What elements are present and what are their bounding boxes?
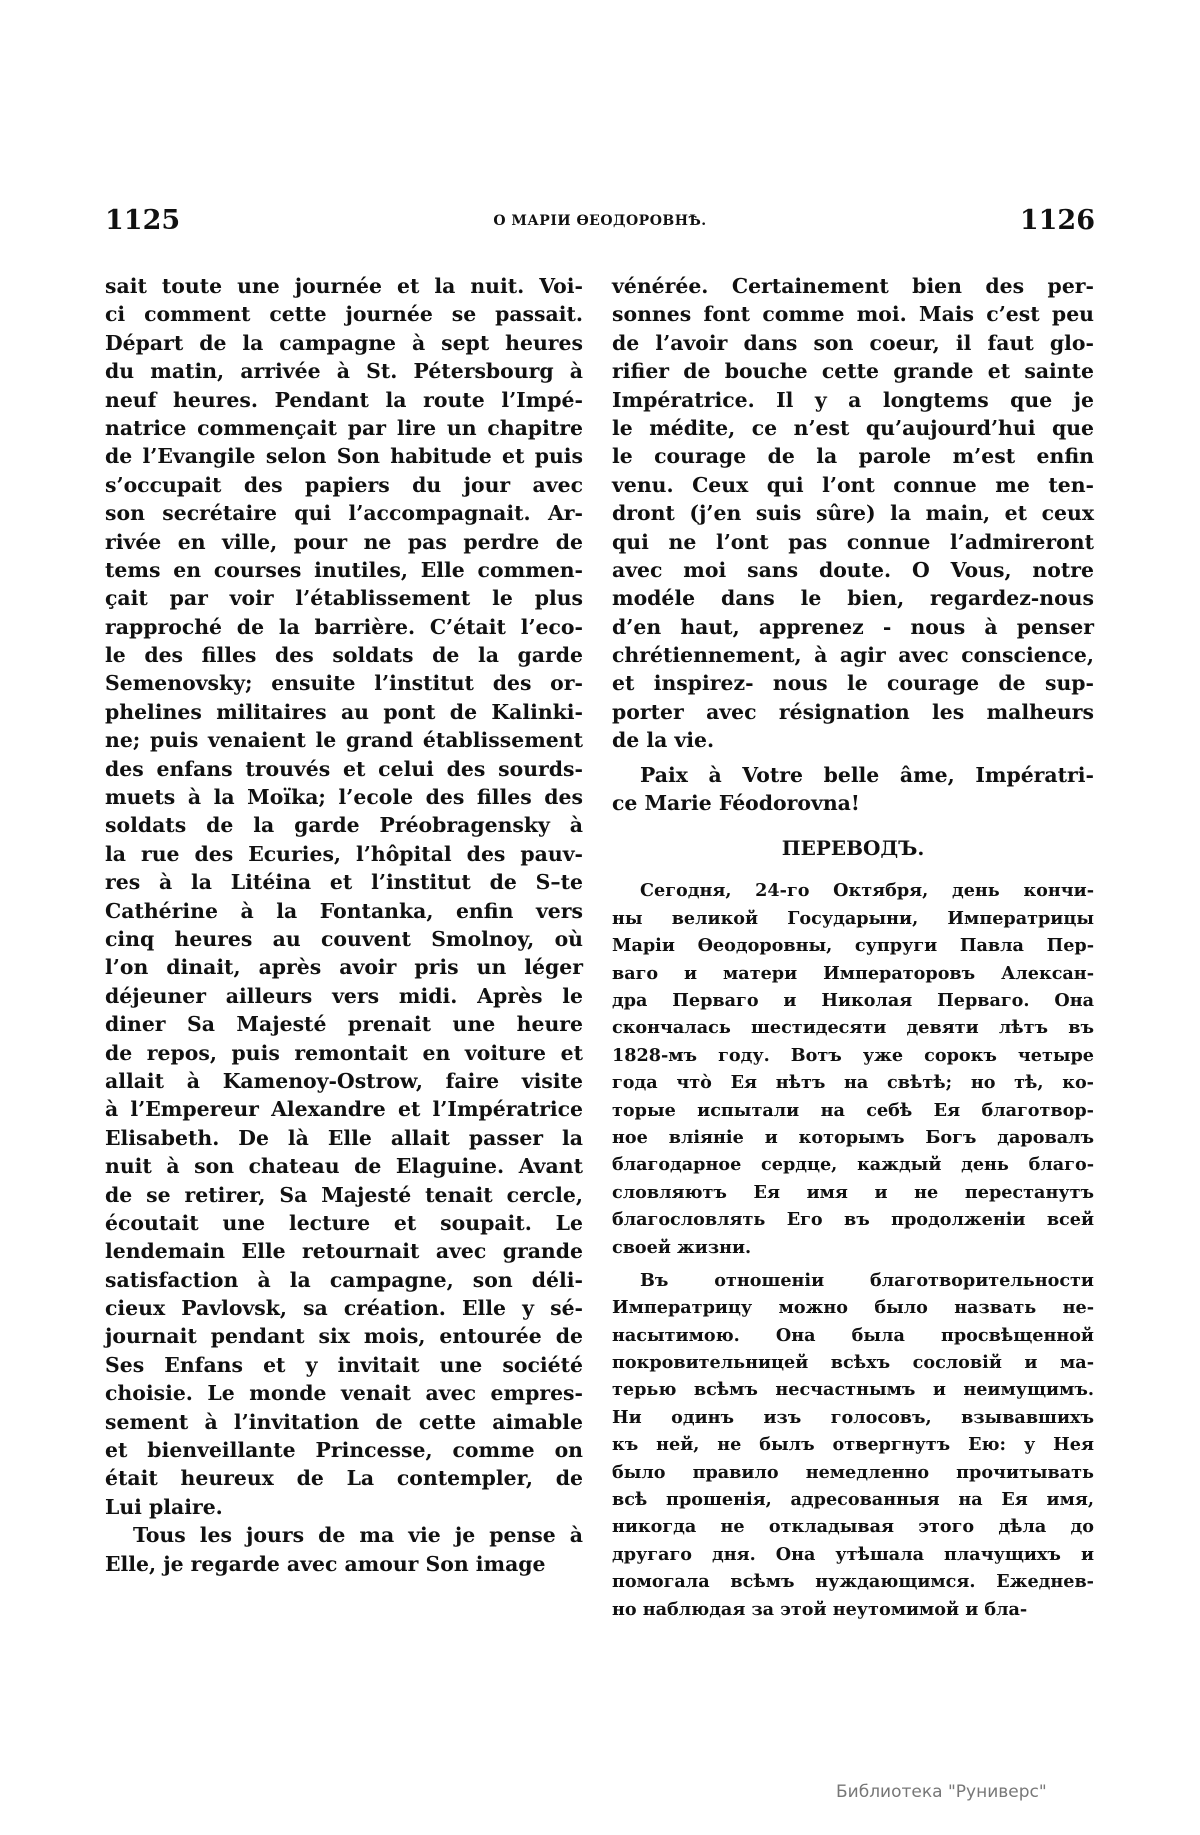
text-line: Lui plaire. bbox=[105, 1494, 223, 1519]
text-line: muets à la Moïka; l’ecole des filles des bbox=[105, 785, 583, 810]
text-line: son secrétaire qui l’accompagnait. Ar- bbox=[105, 501, 583, 526]
text-line: le des filles des soldats de la garde bbox=[105, 643, 583, 668]
text-line: 1828-мъ году. Вотъ уже сорокъ четыре bbox=[612, 1044, 1094, 1066]
text-line: Ses Enfans et y invitait une société bbox=[105, 1352, 583, 1377]
text-line: благодарное сердце, каждый день благо- bbox=[612, 1154, 1094, 1176]
text-line: diner Sa Majesté prenait une heure bbox=[105, 1012, 583, 1037]
text-line: Ни одинъ изъ голосовъ, взывавшихъ bbox=[612, 1406, 1094, 1428]
text-line: Paix à Votre belle âme, Impératri- bbox=[640, 762, 1094, 787]
translation-heading: ПЕРЕВОДЪ. bbox=[781, 836, 925, 861]
text-line: s’occupait des papiers du jour avec bbox=[105, 472, 583, 497]
text-line: помогала всѣмъ нуждающимся. Ежеднев- bbox=[612, 1571, 1094, 1593]
text-line: Elisabeth. De là Elle allait passer la bbox=[105, 1125, 583, 1150]
text-line: sement à l’invitation de cette aimable bbox=[105, 1409, 583, 1434]
text-line: cinq heures au couvent Smolnoy, où bbox=[105, 926, 583, 951]
text-line: Impératrice. Il y a longtems que je bbox=[612, 387, 1094, 412]
text-line: des enfans trouvés et celui des sourds- bbox=[105, 756, 583, 781]
text-line: tems en courses inutiles, Elle commen- bbox=[105, 557, 583, 582]
text-line: sait toute une journée et la nuit. Voi- bbox=[105, 274, 583, 298]
text-line: всѣ прошенія, адресованныя на Ея имя, bbox=[612, 1489, 1094, 1511]
text-line: et bienveillante Princesse, comme on bbox=[105, 1438, 583, 1463]
text-line: торые испытали на себѣ Ея благотвор- bbox=[612, 1099, 1094, 1121]
text-line: ное вліяніе и которымъ Богъ даровалъ bbox=[612, 1126, 1094, 1148]
text-line: ci comment cette journée se passait. bbox=[105, 302, 583, 327]
text-line: Императрицу можно было назвать не- bbox=[612, 1297, 1094, 1319]
running-title: О МАРІИ ѲЕОДОРОВНѢ. bbox=[493, 213, 707, 229]
text-line: nuit à son chateau de Elaguine. Avant bbox=[105, 1154, 583, 1179]
text-line: года чтò Ея нѣтъ на свѣтѣ; но тѣ, ко- bbox=[612, 1072, 1094, 1094]
text-line: lendemain Elle retournait avec grande bbox=[105, 1239, 583, 1264]
text-line: rapproché de la barrière. C’était l’eco- bbox=[105, 614, 583, 639]
text-line: Départ de la campagne à sept heures bbox=[105, 330, 583, 355]
text-line: journait pendant six mois, entourée de bbox=[105, 1324, 583, 1349]
text-line: porter avec résignation les malheurs bbox=[612, 699, 1094, 724]
text-line: никогда не откладывая этого дѣла до bbox=[612, 1516, 1094, 1538]
text-line: phelines militaires au pont de Kalinki- bbox=[105, 699, 583, 724]
text-line: de se retirer, Sa Majesté tenait cercle, bbox=[105, 1182, 583, 1207]
text-line: насытимою. Она была просвѣщенной bbox=[612, 1324, 1094, 1346]
text-line: choisie. Le monde venait avec empres- bbox=[105, 1381, 583, 1406]
text-line: ны великой Государыни, Императрицы bbox=[612, 907, 1094, 929]
text-line: къ ней, не былъ отвергнутъ Ею: у Нея bbox=[612, 1434, 1094, 1456]
text-line: Tous les jours de ma vie je pense à bbox=[133, 1523, 583, 1548]
text-line: cieux Pavlovsk, sa création. Elle y sé- bbox=[105, 1296, 583, 1321]
text-line: de l’avoir dans son coeur, il faut glo- bbox=[612, 330, 1094, 355]
text-line: çait par voir l’établissement le plus bbox=[105, 586, 583, 611]
right-column bbox=[612, 272, 1094, 1623]
text-line: venu. Ceux qui l’ont connue me ten- bbox=[612, 472, 1094, 497]
left-column bbox=[105, 272, 583, 1578]
text-line: Сегодня, 24-го Октября, день кончи- bbox=[640, 880, 1094, 902]
text-line: déjeuner ailleurs vers midi. Après le bbox=[105, 983, 583, 1008]
text-line: покровительницей всѣхъ сословій и ма- bbox=[612, 1352, 1094, 1374]
page-number-right: 1126 bbox=[1019, 205, 1095, 236]
text-line: de repos, puis remontait en voiture et bbox=[105, 1040, 583, 1065]
text-line: écoutait une lecture et soupait. Le bbox=[105, 1210, 583, 1235]
text-line: de l’Evangile selon Son habitude et puis bbox=[105, 444, 583, 469]
text-line: скончалась шестидесяти девяти лѣтъ въ bbox=[612, 1017, 1094, 1039]
text-line: avec moi sans doute. O Vous, notre bbox=[612, 557, 1094, 582]
text-line: était heureux de La contempler, de bbox=[105, 1466, 583, 1491]
text-line: allait à Kamenoy-Ostrow, faire visite bbox=[105, 1068, 583, 1093]
text-line: sonnes font comme moi. Mais c’est peu bbox=[612, 302, 1094, 327]
text-line: d’en haut, apprenez - nous à penser bbox=[612, 614, 1094, 639]
text-line: vénérée. Certainement bien des per- bbox=[612, 274, 1094, 298]
text-line: de la vie. bbox=[612, 728, 715, 753]
text-line: Elle, je regarde avec amour Son image bbox=[105, 1551, 546, 1576]
text-line: la rue des Ecuries, l’hôpital des pauv- bbox=[105, 841, 583, 866]
french-text-block bbox=[612, 272, 1094, 817]
text-line: à l’Empereur Alexandre et l’Impératrice bbox=[105, 1097, 583, 1122]
text-line: natrice commençait par lire un chapitre bbox=[105, 415, 583, 440]
text-line: du matin, arrivée à St. Pétersbourg à bbox=[105, 359, 583, 384]
text-line: qui ne l’ont pas connue l’admireront bbox=[612, 529, 1094, 554]
text-line: le médite, ce n’est qu’aujourd’hui que bbox=[612, 415, 1094, 440]
text-line: дра Перваго и Николая Перваго. Она bbox=[612, 989, 1094, 1011]
text-line: ne; puis venaient le grand établissement bbox=[105, 728, 583, 753]
text-line: но наблюдая за этой неутомимой и бла- bbox=[612, 1598, 1028, 1620]
text-line: neuf heures. Pendant la route l’Impé- bbox=[105, 387, 583, 412]
text-line: было правило немедленно прочитывать bbox=[612, 1461, 1094, 1483]
text-line: ваго и матери Императоровъ Алексан- bbox=[612, 962, 1094, 984]
text-line: l’on dinait, après avoir pris un léger bbox=[105, 955, 583, 980]
text-line: Маріи Ѳеодоровны, супруги Павла Пер- bbox=[612, 935, 1094, 957]
page-number-left: 1125 bbox=[105, 205, 181, 236]
text-line: благословлять Его въ продолженіи всей bbox=[612, 1209, 1094, 1231]
text-line: chrétiennement, à agir avec conscience, bbox=[612, 643, 1094, 668]
russian-translation-block bbox=[612, 877, 1094, 1623]
text-line: modéle dans le bien, regardez-nous bbox=[612, 586, 1094, 611]
text-line: rifier de bouche cette grande et sainte bbox=[612, 359, 1094, 384]
text-line: словляютъ Ея имя и не перестанутъ bbox=[612, 1181, 1094, 1203]
text-line: satisfaction à la campagne, son déli- bbox=[105, 1267, 583, 1292]
text-line: dront (j’en suis sûre) la main, et ceux bbox=[612, 501, 1094, 526]
text-line: терью всѣмъ несчастнымъ и неимущимъ. bbox=[612, 1379, 1094, 1401]
text-line: своей жизни. bbox=[612, 1236, 752, 1258]
text-line: le courage de la parole m’est enfin bbox=[612, 444, 1094, 469]
page-header bbox=[105, 205, 1095, 245]
text-line: другаго дня. Она утѣшала плачущихъ и bbox=[612, 1543, 1094, 1565]
text-line: ce Marie Féodorovna! bbox=[612, 791, 860, 816]
library-watermark: Библиотека "Руниверс" bbox=[836, 1782, 1047, 1802]
text-line: et inspirez- nous le courage de sup- bbox=[612, 671, 1094, 696]
text-line: Въ отношеніи благотворительности bbox=[640, 1269, 1094, 1291]
text-line: Semenovsky; ensuite l’institut des or- bbox=[105, 671, 583, 696]
text-line: rivée en ville, pour ne pas perdre de bbox=[105, 529, 583, 554]
text-line: res à la Litéina et l’institut de S–te bbox=[105, 870, 583, 895]
text-line: Cathérine à la Fontanka, enfin vers bbox=[105, 898, 583, 923]
text-line: soldats de la garde Préobragensky à bbox=[105, 813, 583, 838]
